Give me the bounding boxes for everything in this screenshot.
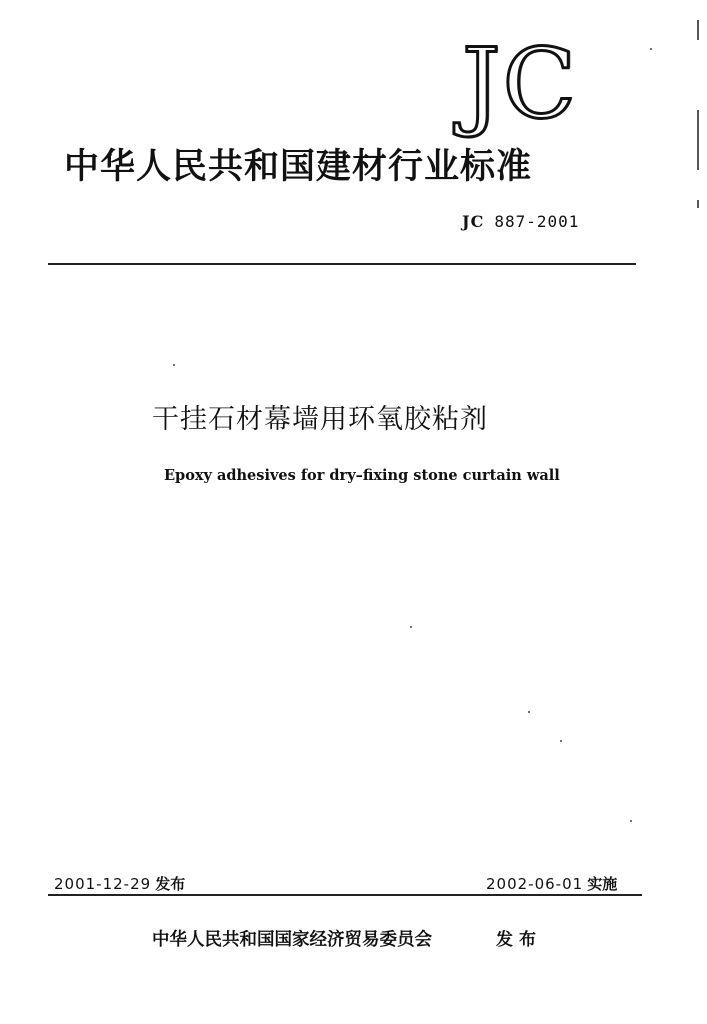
document-title-chinese: 干挂石材幕墙用环氧胶粘剂 (152, 404, 488, 435)
scan-speck (650, 48, 652, 50)
document-title-english: Epoxy adhesives for dry–fixing stone curtain wall (164, 467, 560, 484)
scan-speck (410, 626, 412, 628)
publish-label: 发布 (496, 930, 542, 950)
standard-number-prefix: JC (462, 212, 485, 231)
scan-edge-mark (697, 200, 699, 208)
jc-logo: JC (462, 28, 578, 140)
standard-category-heading: 中华人民共和国建材行业标准 (64, 147, 533, 187)
issue-date-line (54, 874, 185, 894)
scan-speck (560, 740, 562, 742)
footer-divider (48, 894, 642, 896)
scan-speck (173, 364, 175, 366)
effective-date: 2002-06-01 (486, 875, 584, 893)
scan-edge-mark (697, 20, 699, 40)
issue-label: 发布 (155, 875, 186, 893)
effective-date-line (486, 874, 617, 894)
scan-speck (528, 711, 530, 713)
effective-label: 实施 (587, 875, 618, 893)
issue-date: 2001-12-29 (54, 875, 152, 893)
scan-speck (630, 820, 632, 822)
standard-number-value: 887-2001 (494, 212, 580, 231)
standard-number (462, 212, 579, 232)
publisher-name: 中华人民共和国国家经济贸易委员会 (152, 930, 432, 950)
scan-edge-mark (697, 110, 699, 170)
header-divider (48, 263, 636, 265)
